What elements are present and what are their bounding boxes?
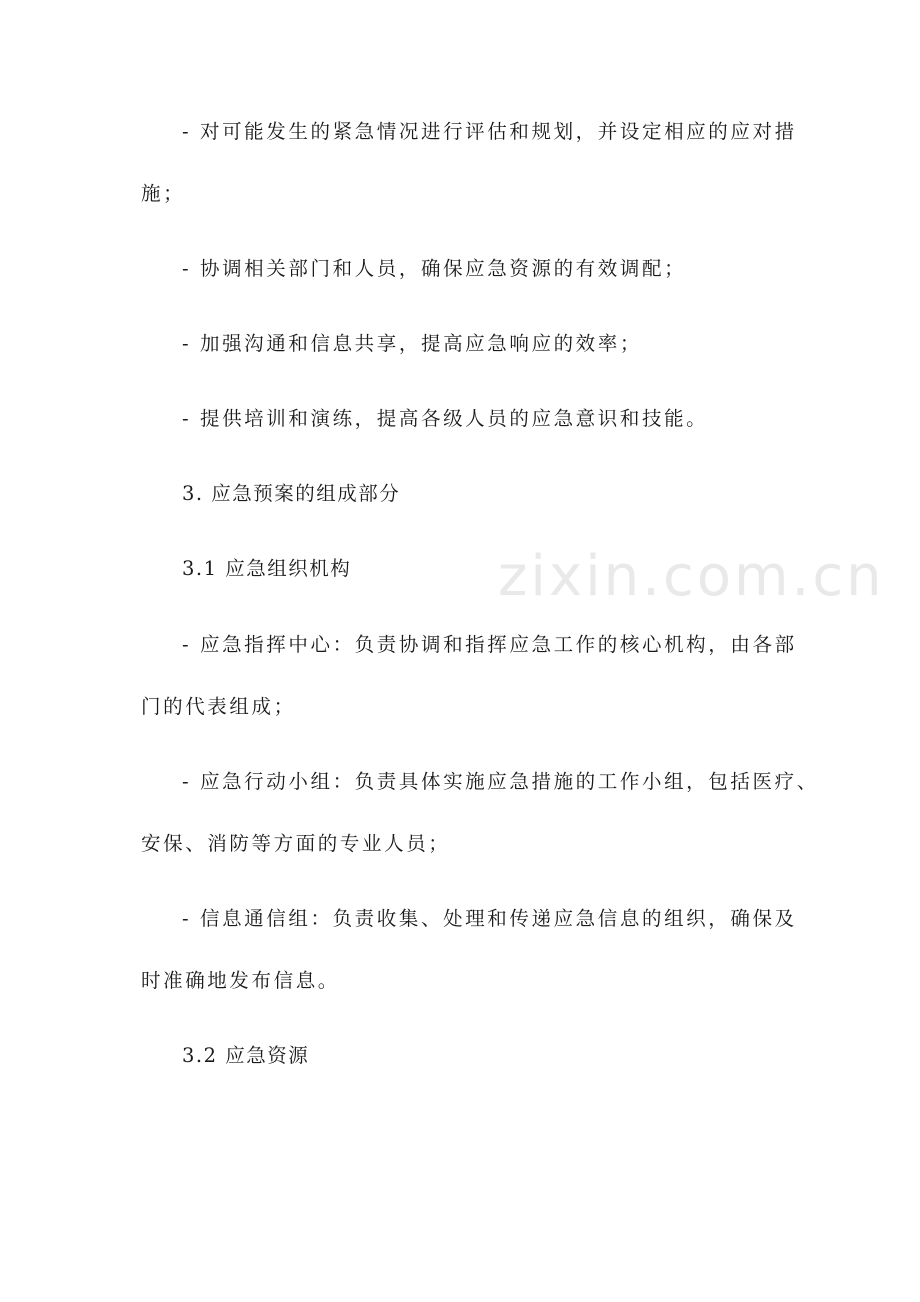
paragraph-line: 施；	[141, 182, 186, 205]
paragraph-line: - 加强沟通和信息共享，提高应急响应的效率；	[182, 332, 642, 355]
paragraph-line: - 对可能发生的紧急情况进行评估和规划，并设定相应的应对措	[182, 120, 797, 143]
subsection-heading: 3.1 应急组织机构	[182, 557, 352, 580]
paragraph-line: - 提供培训和演练，提高各级人员的应急意识和技能。	[182, 407, 709, 430]
paragraph-line: - 信息通信组：负责收集、处理和传递应急信息的组织，确保及	[182, 907, 797, 930]
paragraph-line: 安保、消防等方面的专业人员；	[141, 832, 451, 855]
paragraph-line: - 协调相关部门和人员，确保应急资源的有效调配；	[182, 257, 687, 280]
paragraph-line: - 应急指挥中心：负责协调和指挥应急工作的核心机构，由各部	[182, 633, 797, 656]
watermark: zixin.com.cn	[498, 544, 885, 609]
paragraph-line: 门的代表组成；	[141, 695, 296, 718]
section-heading: 3. 应急预案的组成部分	[182, 482, 401, 505]
paragraph-line: 时准确地发布信息。	[141, 969, 340, 992]
subsection-heading: 3.2 应急资源	[182, 1044, 310, 1067]
paragraph-line: - 应急行动小组：负责具体实施应急措施的工作小组，包括医疗、	[182, 770, 819, 793]
